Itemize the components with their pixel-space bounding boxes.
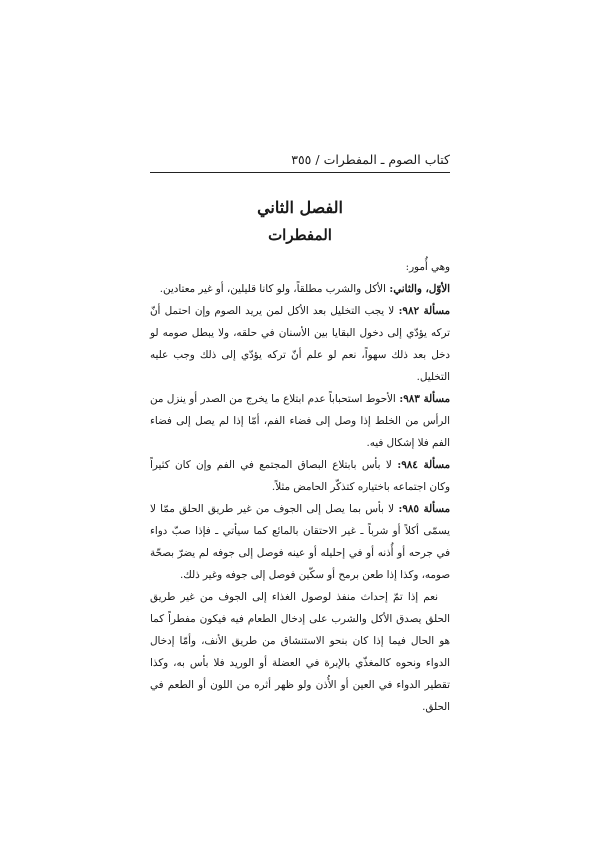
paragraph-text: وهي أُمور:	[405, 261, 450, 273]
paragraph-lead: مسألة ٩٨٣:	[395, 393, 450, 405]
paragraph-text: الأحوط استحباباً عدم ابتلاع ما يخرج من الصدر أو ينزل من الرأس من الخلط إذا وصل إلى فضاء الفم، أمّا إذا لم يصل إلى فضاء الفم فلا إشكال فيه.	[150, 393, 450, 449]
paragraph	[150, 300, 450, 388]
paragraph	[150, 256, 450, 278]
paragraph-lead: مسألة ٩٨٢:	[394, 305, 450, 317]
paragraph	[150, 498, 450, 586]
body-text	[150, 256, 450, 718]
paragraph-text: لا بأس بما يصل إلى الجوف من غير طريق الحلق ممّا لا يسمّى أكلاً أو شرباً ـ غير الاحتقان بالمائع كما سيأتي ـ فإذا صبّ دواء في جرحه أو أُذنه أو في إحليله أو عينه فوصل إلى جوفه لم يضرّ بصحّة صومه، وكذا إذا طعن برمح أو سكّين فوصل إلى جوفه وغير ذلك.	[150, 503, 450, 581]
paragraph-text: لا بأس بابتلاع البصاق المجتمع في الفم وإن كان كثيراً وكان اجتماعه باختياره كتذكّر الحامض مثلاً.	[150, 459, 450, 493]
chapter-title: الفصل الثاني	[257, 198, 343, 217]
paragraph-text: الأكل والشرب مطلقاً، ولو كانا قليلين، أو غير معتادين.	[159, 283, 386, 295]
paragraph-text: نعم إذا تمّ إحداث منفذ لوصول الغذاء إلى الجوف من غير طريق الحلق يصدق الأكل والشرب على إدخال الطعام فيه فيكون مفطراً كما هو الحال فيما إذا كان بنحو الاستنشاق من طريق الأنف، وأمّا إدخال الدواء ونحوه كالمغذّي بالإبرة في العضلة أو الوريد فلا بأس به، وكذا تقطير الدواء في العين أو الأُذن ولو ظهر أثره من اللون أو الطعم في الحلق.	[150, 591, 450, 713]
paragraph-lead: الأوّل، والثاني:	[385, 283, 450, 295]
paragraph	[150, 454, 450, 498]
section-title: المفطرات	[268, 226, 332, 244]
paragraph	[150, 586, 450, 718]
paragraph	[150, 278, 450, 300]
paragraph-lead: مسألة ٩٨٥:	[393, 503, 450, 515]
paragraph-lead: مسألة ٩٨٤:	[391, 459, 450, 471]
header-rule	[150, 172, 450, 173]
paragraph	[150, 388, 450, 454]
paragraph-text: لا يجب التخليل بعد الأكل لمن يريد الصوم وإن احتمل أنّ تركه يؤدّي إلى دخول البقايا بين الأسنان في حلقه، ولا يبطل صومه لو دخل بعد ذلك سهواً، نعم لو علم أنّ تركه يؤدّي إلى ذلك وجب عليه التخليل.	[150, 305, 450, 383]
running-header: كتاب الصوم ـ المفطرات / ٣٥٥	[291, 152, 450, 167]
